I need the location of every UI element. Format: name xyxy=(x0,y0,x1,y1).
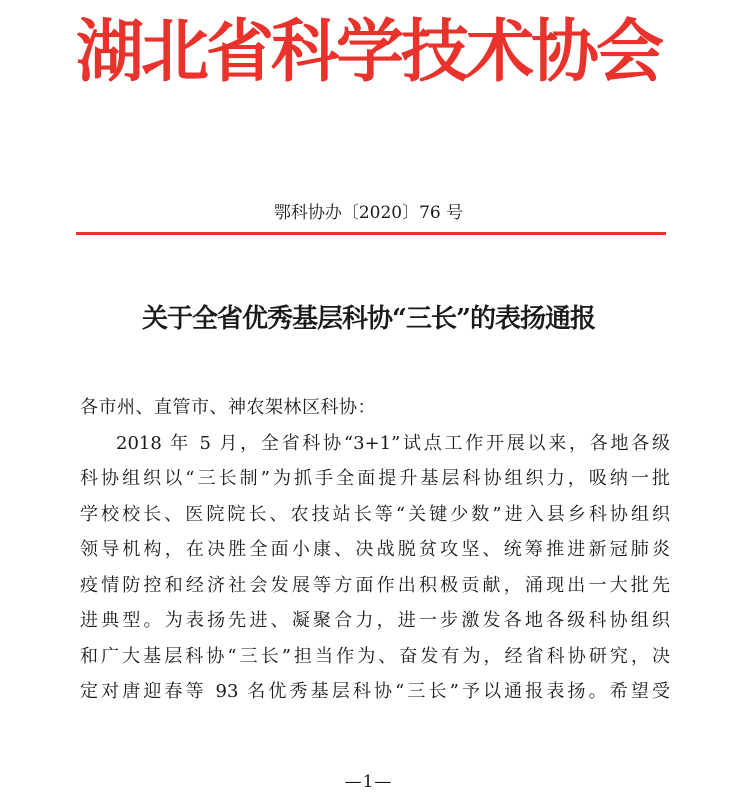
document-title: 关于全省优秀基层科协“三长”的表扬通报 xyxy=(142,304,595,334)
paragraph-line: 2018 年 5 月，全省科协“3+1”试点工作开展以来，各地各级 xyxy=(116,432,670,454)
document-number: 鄂科协办〔2020〕76 号 xyxy=(273,203,464,223)
red-divider-line xyxy=(76,232,666,235)
paragraph-line: 进典型。为表扬先进、凝聚合力，进一步激发各地各级科协组织 xyxy=(80,610,670,631)
paragraph-line: 和广大基层科协“三长”担当作为、奋发有为，经省科协研究，决 xyxy=(80,645,670,667)
page-number: —1— xyxy=(344,772,393,792)
document-body xyxy=(80,390,670,710)
organization-header: 湖北省科学技术协会 xyxy=(75,13,661,92)
paragraph-line: 科协组织以“三长制”为抓手全面提升基层科协组织力，吸纳一批 xyxy=(80,468,670,489)
paragraph-line: 疫情防控和经济社会发展等方面作出积极贡献，涌现出一大批先 xyxy=(80,574,670,596)
salutation: 各市州、直管市、神农架林区科协： xyxy=(80,397,376,418)
paragraph-line: 学校校长、医院院长、农技站长等“关键少数”进入县乡科协组织 xyxy=(80,503,670,525)
paragraph-line: 领导机构，在决胜全面小康、决战脱贫攻坚、统筹推进新冠肺炎 xyxy=(80,539,670,560)
paragraph-line: 定对唐迎春等 93 名优秀基层科协“三长”予以通报表扬。希望受 xyxy=(80,681,670,702)
